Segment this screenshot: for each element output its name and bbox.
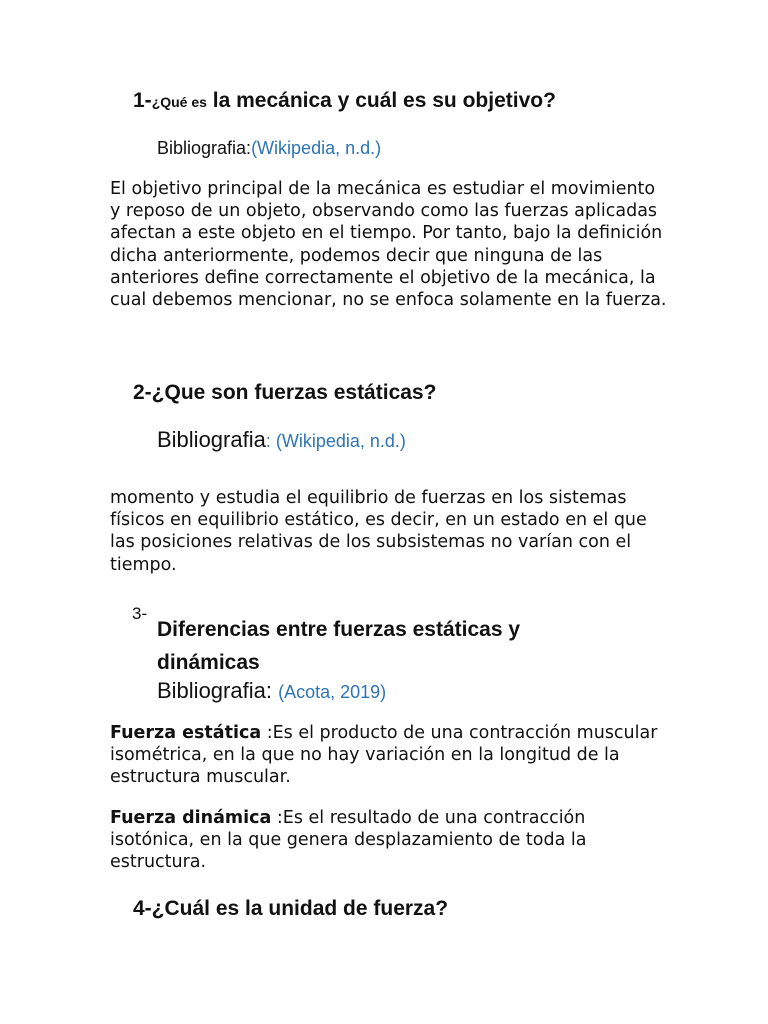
question-2-answer: momento y estudia el equilibrio de fuerzas en los sistemas físicos en equilibrio estático, es decir, en un estado en el que las posiciones relativas de los subsistemas no varían con el tiempo. — [110, 488, 647, 575]
citation-link[interactable]: (Acota, 2019) — [278, 682, 387, 702]
citation-link[interactable]: (Wikipedia, n.d.) — [251, 138, 382, 158]
static-force-term: Fuerza estática — [110, 723, 262, 743]
question-1-answer: El objetivo principal de la mecánica es estudiar el movimiento y reposo de un objeto, observando como las fuerzas aplicadas afectan a este objeto en el tiempo. Por tanto, bajo la definición dicha anteriormente, podemos decir que ninguna de las anteriores define correctamente el objetivo de la mecánica, la cual debemos mencionar, no se enfoca solamente en la fuerza. — [110, 179, 667, 311]
citation-link[interactable]: : (Wikipedia, n.d.) — [265, 431, 406, 451]
bibliography-label: Bibliografia — [157, 427, 266, 452]
question-4-heading: 4-¿Cuál es la unidad de fuerza? — [133, 897, 449, 920]
bibliography-label: Bibliografia: — [157, 678, 279, 703]
question-1-title: la mecánica y cuál es su objetivo? — [206, 89, 556, 112]
question-1-heading — [133, 89, 556, 113]
question-2-heading: 2-¿Que son fuerzas estáticas? — [133, 381, 437, 404]
question-3-number: 3- — [132, 604, 148, 623]
static-force-definition — [110, 722, 670, 789]
static-force-text: :Es el producto de una contracción muscular isométrica, en la que no hay variación en la longitud de la estructura muscular. — [110, 723, 658, 788]
question-3-bibliography — [157, 678, 386, 704]
question-2-bibliography — [157, 427, 406, 453]
bibliography-label: Bibliografia: — [157, 138, 252, 158]
question-3-heading: Diferencias entre fuerzas estáticas y dinámicas — [157, 618, 521, 675]
dynamic-force-definition — [110, 807, 670, 874]
question-1-prefix: ¿Qué es — [151, 94, 207, 110]
question-1-number: 1- — [133, 89, 152, 112]
question-1-bibliography — [157, 138, 381, 159]
dynamic-force-text: :Es el resultado de una contracción isotónica, en la que genera desplazamiento de toda la estructura. — [110, 808, 587, 873]
dynamic-force-term: Fuerza dinámica — [110, 808, 272, 828]
